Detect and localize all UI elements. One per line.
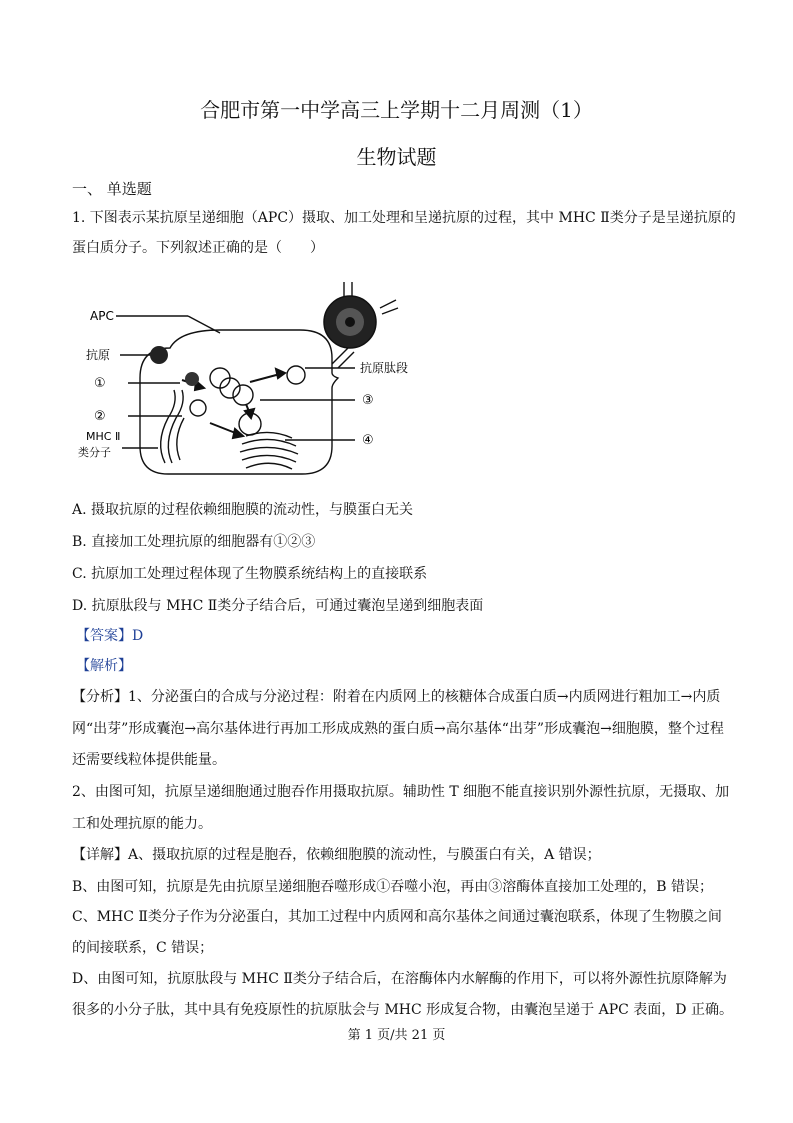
option-c: C. 抗原加工处理过程体现了生物膜系统结构上的直接联系 — [72, 566, 428, 582]
explanation-line: 还需要线粒体提供能量。 — [72, 752, 226, 768]
label-4: ④ — [362, 433, 374, 448]
label-mhc-1: MHC Ⅱ — [86, 430, 121, 443]
page-title: 合肥市第一中学高三上学期十二月周测（1） — [200, 98, 593, 122]
label-1: ① — [94, 376, 106, 391]
page-subtitle: 生物试题 — [356, 145, 437, 169]
explanation-line: 很多的小分子肽，其中具有免疫原性的抗原肽会与 MHC 形成复合物，由囊泡呈递于 APC 表面，D 正确。 — [72, 1002, 733, 1018]
label-2: ② — [94, 409, 106, 424]
label-mhc-2: 类分子 — [78, 446, 111, 459]
answer: 【答案】D — [76, 628, 144, 644]
explanation-line: D、由图可知，抗原肽段与 MHC Ⅱ类分子结合后，在溶酶体内水解酶的作用下，可以将外源性抗原降解为 — [72, 971, 727, 987]
analysis-tag: 【解析】 — [76, 658, 132, 674]
apc-figure — [70, 278, 430, 478]
label-3: ③ — [362, 393, 374, 408]
question-stem-line2: 蛋白质分子。下列叙述正确的是（ ） — [72, 240, 324, 256]
explanation-line: 【详解】A、摄取抗原的过程是胞吞，依赖细胞膜的流动性，与膜蛋白有关，A 错误； — [72, 847, 601, 863]
label-antigen: 抗原 — [86, 348, 111, 362]
option-d: D. 抗原肽段与 MHC Ⅱ类分子结合后，可通过囊泡呈递到细胞表面 — [72, 598, 484, 614]
label-peptide: 抗原肽段 — [360, 361, 409, 375]
explanation-line: B、由图可知，抗原是先由抗原呈递细胞吞噬形成①吞噬小泡，再由③溶酶体直接加工处理的，B 错误； — [72, 879, 714, 895]
section-heading: 一、 单选题 — [72, 180, 152, 198]
explanation-line: 的间接联系，C 错误； — [72, 940, 214, 956]
question-stem-line1: 1. 下图表示某抗原呈递细胞（APC）摄取、加工处理和呈递抗原的过程，其中 MHC Ⅱ类分子是呈递抗原的 — [72, 210, 736, 226]
explanation-line: 工和处理抗原的能力。 — [72, 816, 212, 832]
explanation-line: 【分析】1、分泌蛋白的合成与分泌过程：附着在内质网上的核糖体合成蛋白质→内质网进行粗加工→内质 — [72, 689, 721, 705]
page-footer: 第 1 页/共 21 页 — [347, 1028, 446, 1043]
explanation-line: C、MHC Ⅱ类分子作为分泌蛋白，其加工过程中内质网和高尔基体之间通过囊泡联系，体现了生物膜之间 — [72, 909, 722, 925]
label-apc: APC — [90, 309, 114, 323]
explanation-line: 网“出芽”形成囊泡→高尔基体进行再加工形成成熟的蛋白质→高尔基体“出芽”形成囊泡→细胞膜，整个过程 — [72, 721, 724, 737]
option-b: B. 直接加工处理抗原的细胞器有①②③ — [72, 534, 316, 550]
option-a: A. 摄取抗原的过程依赖细胞膜的流动性，与膜蛋白无关 — [72, 502, 414, 518]
explanation-line: 2、由图可知，抗原呈递细胞通过胞吞作用摄取抗原。辅助性 T 细胞不能直接识别外源性抗原，无摄取、加 — [72, 784, 730, 800]
